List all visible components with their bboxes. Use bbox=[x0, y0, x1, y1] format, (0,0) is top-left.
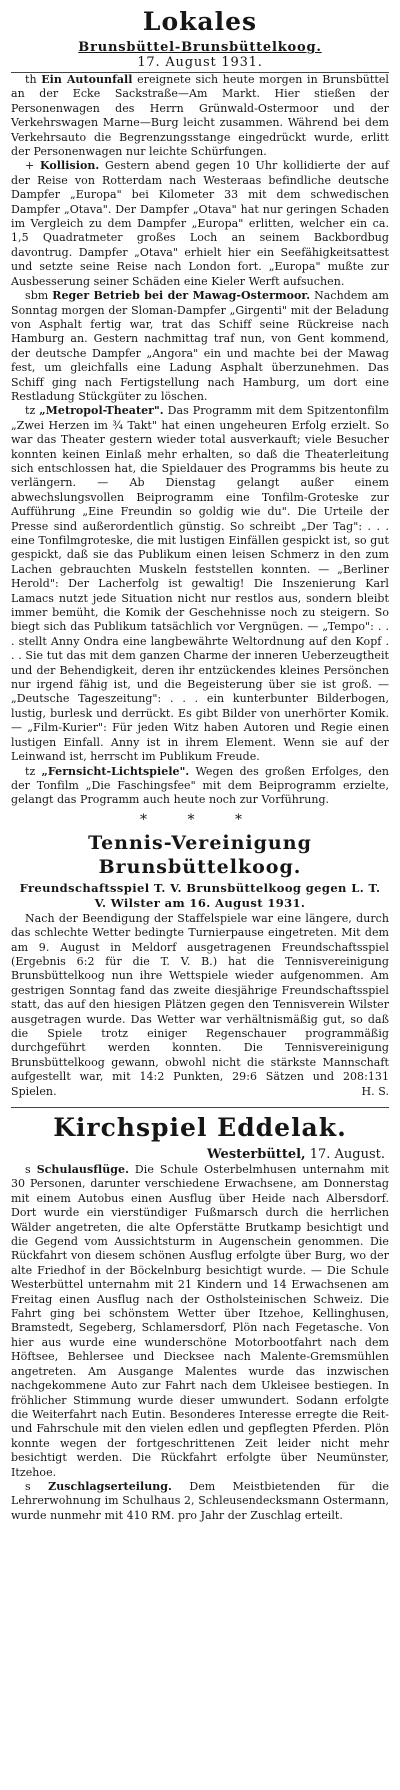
article-headline: Ein Autounfall bbox=[41, 73, 133, 86]
article-lead: + bbox=[25, 159, 35, 173]
article-mawag bbox=[11, 289, 389, 404]
article-body: Nach der Beendigung der Staffelspiele war eine längere, durch das schlechte Wetter bedingte Turnierpause eingetreten. Mit dem am 9. August in Meldorf ausgetragenen Freundschaftsspiel (Ergebnis 6:2 für die T. V. B.) hat die Tennisvereinigung Brunsbüttelkoog nun ihre Wettspiele wieder aufgenommen. Am gestrigen Sonntag fand das zweite diesjährige Freundschaftsspiel statt, das auf den hiesigen Plätzen gegen den Tennisverein Wilster ausgetragen wurde. Das Wetter war verhältnismäßig gut, so daß die Spiele trotz einiger Regenschauer programmäßig durchgeführt werden konnten. Die Tennisvereinigung Brunsbüttelkoog gewann, obwohl nicht die stärkste Mannschaft aufgestellt war, mit 14:2 Punkten, 29:6 Sätzen und 208:131 Spielen. bbox=[11, 911, 389, 1098]
section-title-lokales: Lokales bbox=[142, 7, 258, 36]
article-fernsicht-lichtspiele bbox=[11, 765, 389, 808]
article-lead: s bbox=[25, 1163, 31, 1176]
article-body: Gestern abend gegen 10 Uhr kollidierte der auf der Reise von Rotterdam nach Westeraas befindliche deutsche Dampfer „Europa" bei Kilometer 33 mit dem schwedischen Dampfer „Otava". Der Dampfer „Otava" hat nur geringen Schaden im Vergleich zu dem Dampfer „Europa" erlitten, welcher ein ca. 1,5 Quadratmeter großes Loch an seinem Backbordbug davontrug. Dampfer „Otava" erhielt hier ein Seefähigkeitsattest und setzte seine Reise nach London fort. „Europa" mußte zur Ausbesserung seiner Schäden eine Kieler Werft aufsuchen. bbox=[11, 159, 390, 288]
article-schulausfluege bbox=[11, 1163, 389, 1480]
dateline-eddelak bbox=[11, 1147, 389, 1162]
article-lead: tz bbox=[25, 404, 36, 418]
article-zuschlagserteilung bbox=[11, 1480, 389, 1523]
divider bbox=[11, 1107, 389, 1108]
article-lead: sbm bbox=[25, 289, 49, 303]
article-headline: Kollision. bbox=[40, 159, 100, 173]
article-headline: Reger Betrieb bei der Mawag-Ostermoor. bbox=[52, 289, 311, 303]
article-metropol-theater bbox=[11, 404, 389, 764]
eddelak-articles bbox=[11, 1163, 389, 1523]
article-body: Nachdem am Sonntag morgen der Sloman-Dampfer „Girgenti" mit der Beladung von Asphalt fertig war, trat das Schiff seine Rückreise nach Hamburg an. Gestern nachmittag traf nun, von Gent kommend, der deutsche Dampfer „Angora" ein und machte bei der Mawag fest, um gleichfalls eine Ladung Asphalt überzunehmen. Das Schiff ging nach Fertigstellung nach Hamburg, um dort eine Restladung Stückgüter zu löschen. bbox=[11, 289, 389, 403]
article-body: Das Programm mit dem Spitzentonfilm „Zwei Herzen im ¾ Takt" hat einen ungeheuren Erfolg erzielt. So war das Theater gestern wieder total ausverkauft; viele Besucher konnten keinen Einlaß mehr erhalten, so daß die Theaterleitung sich entschlossen hat, die Spieldauer des Programms bis heute zu verlängern. — Ab Dienstag gelangt außer einem abwechslungsvollen Beiprogramm eine Tonfilm-Groteske zur Aufführung „Eine Freundin so goldig wie du". Die Urteile der Presse sind außerordentlich günstig. So schreibt „Der Tag": . . . eine Tonfilmgroteske, die mit lustigen Einfällen gespickt ist, so gut gespickt, daß sie das Publikum einen leisen Schmerz in den zum Lachen gebrauchten Muskeln feststellen konnten. — „Berliner Herold": Der Lacherfolg ist gewaltig! Die Inszenierung Karl Lamacs nutzt jede Situation nicht nur restlos aus, sondern bleibt immer bemüht, die Komik der Geschehnisse noch zu steigern. So biegt sich das Publikum tatsächlich vor Vergnügen. — „Tempo": . . . stellt Anny Ondra eine langbewährte Weltordnung auf den Kopf . . . Sie tut das mit dem ganzen Charme der inneren Ueberzeugtheit und der Behendigkeit, deren ihr entzückendes kleines Persönchen nur irgend fähig ist, und die Begeisterung über sie ist groß. — „Deutsche Tageszeitung": . . . ein kunterbunter Bilderbogen, lustig, burlesk und derrückt. Es gibt Bilder von unerhörter Komik. — „Film-Kurier": Für jeden Witz haben Autoren und Regie einen lustigen Einfall. Anny ist in ihrem Element. Wenn sie auf der Leinwand ist, herrscht im Publikum Freude. bbox=[11, 404, 389, 764]
section-title-tennis: Tennis-Vereinigung Brunsbüttelkoog. bbox=[88, 831, 312, 878]
article-headline: Schulausflüge. bbox=[36, 1163, 129, 1176]
article-lead: s bbox=[25, 1479, 31, 1493]
article-headline: „Fernsicht-Lichtspiele". bbox=[41, 764, 190, 778]
article-lead: th bbox=[25, 73, 37, 86]
article-tennis bbox=[11, 912, 389, 1099]
lokales-articles bbox=[11, 73, 389, 808]
article-body: ereignete sich heute morgen in Brunsbüttel an der Ecke Sackstraße—Am Markt. Hier stießen der Personenwagen des Herrn Grünwald-Ostermoor und der Verkehrswagen Marne—Burg leicht zusammen. Während bei dem Verkehrsauto die Begrenzungsstange eingedrückt wurde, erlitt der Personenwagen nur leichte Schürfungen. bbox=[11, 73, 389, 159]
article-body: Wegen des großen Erfolges, den der Tonfilm „Die Faschingsfee" mit dem Beiprogramm erzielte, gelangt das Programm auch heute noch zur Vorführung. bbox=[11, 764, 389, 807]
article-headline: „Metropol-Theater". bbox=[39, 404, 164, 418]
article-lead: tz bbox=[25, 764, 36, 778]
article-body: Dem Meistbietenden für die Lehrerwohnung im Schulhaus 2, Schleusendecksmann Ostermann, wurde nunmehr mit 410 RM. pro Jahr der Zuschlag erteilt. bbox=[11, 1479, 390, 1522]
dateline-place: Westerbüttel, bbox=[207, 1147, 306, 1162]
article-kollision bbox=[11, 159, 389, 289]
section-separator: * * * bbox=[140, 811, 260, 828]
article-headline: Zuschlagserteilung. bbox=[48, 1479, 172, 1493]
article-autounfall bbox=[11, 73, 389, 159]
section-title-eddelak: Kirchspiel Eddelak. bbox=[53, 1113, 347, 1142]
dateline-lokales bbox=[11, 40, 389, 70]
dateline-date: 17. August 1931. bbox=[137, 55, 263, 70]
article-signature: H. S. bbox=[361, 1084, 389, 1098]
article-body: Die Schule Osterbelmhusen unternahm mit 30 Personen, darunter verschiedene Erwachsene, am Donnerstag mit einem Autobus einen Ausflug über Heide nach Albersdorf. Dort wurde ein vierstündiger Fußmarsch durch die herrlichen Wälder angetreten, die alte Opferstätte Brutkamp besichtigt und die Gegend vom Aussichtsturm in Augenschein genommen. Die Rückfahrt von diesem schönen Ausflug erfolgte über Burg, wo der alte Friedhof in der Böckelnburg besichtigt wurde. — Die Schule Westerbüttel unternahm mit 21 Kindern und 14 Erwachsenen am Freitag einen Ausflug nach der Ostholsteinischen Schweiz. Die Fahrt ging bei schönstem Wetter über Itzehoe, Kellinghusen, Bramstedt, Segeberg, Schlamersdorf, Plön nach Fegetasche. Von hier aus wurde eine wunderschöne Motorbootfahrt nach dem Höftsee, Behlersee und Diecksee nach Malente-Gremsmühlen angetreten. Am Ausgange Malentes wurde das inzwischen nachgekommene Auto zur Fahrt nach dem Ukleisee bestiegen. In fröhlicher Stimmung wurde dieser umwundert. Sodann erfolgte die Weiterfahrt nach Eutin. Besonderes Interesse erregte die Reit- und Fahrschule mit den vielen edlen und gepflegten Pferden. Plön konnte wegen der fortgeschrittenen Zeit leider nicht mehr besichtigt werden. Die Rückfahrt erfolgte über Neumünster, Itzehoe. bbox=[11, 1163, 389, 1479]
dateline-place: Brunsbüttel-Brunsbüttelkoog. bbox=[78, 40, 322, 55]
dateline-date: 17. August. bbox=[309, 1147, 385, 1162]
tennis-subhead: Freundschaftsspiel T. V. Brunsbüttelkoog gegen L. T. V. Wilster am 16. August 1931. bbox=[19, 880, 381, 910]
